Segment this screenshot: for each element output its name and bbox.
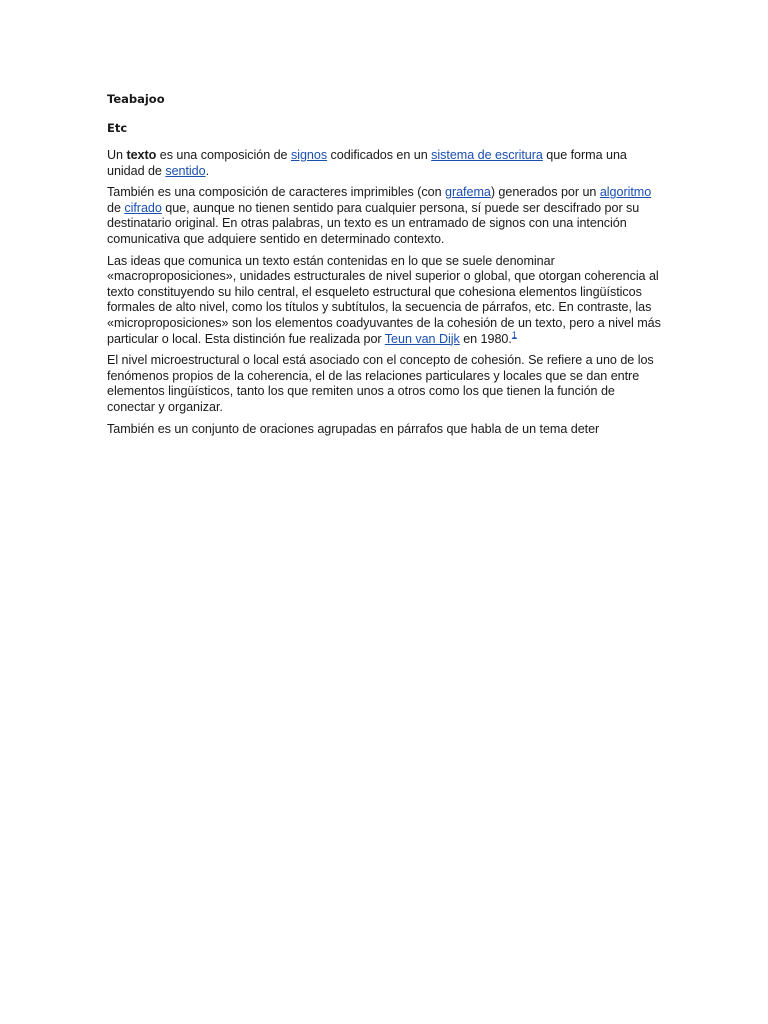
paragraph-text: que, aunque no tienen sentido para cualquier persona, sí puede ser descifrado por su destinatario original. En otras palabras, un texto es un entramado de signos con una intención comunicativa que adquiere sentido en determinado contexto.: [107, 200, 640, 246]
paragraph-text: en 1980.: [459, 331, 512, 346]
paragraph-3: [107, 254, 663, 348]
link-sistema-de-escritura[interactable]: sistema de escritura: [431, 148, 543, 162]
paragraph-2: [107, 185, 663, 247]
footnote-link[interactable]: 1: [511, 329, 517, 340]
link-sentido[interactable]: sentido: [165, 163, 206, 178]
paragraph-text: Un: [107, 148, 127, 162]
link-cifrado[interactable]: cifrado: [124, 200, 162, 215]
paragraph-1: [107, 148, 663, 179]
paragraph-text: es una composición de: [156, 148, 291, 162]
paragraph-4: El nivel microestructural o local está asociado con el concepto de cohesión. Se refiere a uno de los fenómenos propios de la coherencia, el de las relaciones particulares y locales que se dan entre elementos lingüísticos, tanto los que remiten unos a otros como los que tienen la función de conectar y organizar.: [107, 353, 654, 414]
footnote-ref: [512, 329, 517, 339]
paragraph-text: .: [205, 163, 210, 178]
paragraph-text: codificados en un: [327, 148, 432, 162]
paragraph-text: También es una composición de caracteres imprimibles (con: [107, 185, 445, 200]
link-grafema[interactable]: grafema: [444, 185, 491, 200]
link-teun-van-dijk[interactable]: Teun van Dijk: [384, 331, 460, 346]
link-signos[interactable]: signos: [290, 148, 328, 162]
paragraph-5: También es un conjunto de oraciones agrupadas en párrafos que habla de un tema deter: [107, 421, 600, 436]
paragraph-text: ) generados por un: [490, 185, 600, 200]
bold-term-texto: texto: [126, 148, 157, 162]
heading-subtitle: Etc: [107, 121, 128, 135]
paragraph-text: que forma una unidad de: [107, 148, 627, 178]
heading-title: Teabajoo: [107, 92, 165, 106]
paragraph-text: Las ideas que comunica un texto están contenidas en lo que se suele denominar «macroproposiciones», unidades estructurales de nivel superior o global, que otorgan coherencia al texto constituyendo su hilo central, el esqueleto estructural que cohesiona elementos lingüísticos formales de alto nivel, como los títulos y subtítulos, la secuencia de párrafos, etc. En contraste, las «microproposiciones» son los elementos coadyuvantes de la cohesión de un texto, pero a nivel más particular o local. Esta distinción fue realizada por: [107, 253, 661, 346]
link-algoritmo[interactable]: algoritmo: [599, 185, 652, 200]
document-body: [107, 92, 663, 443]
paragraph-text: de: [107, 200, 125, 215]
